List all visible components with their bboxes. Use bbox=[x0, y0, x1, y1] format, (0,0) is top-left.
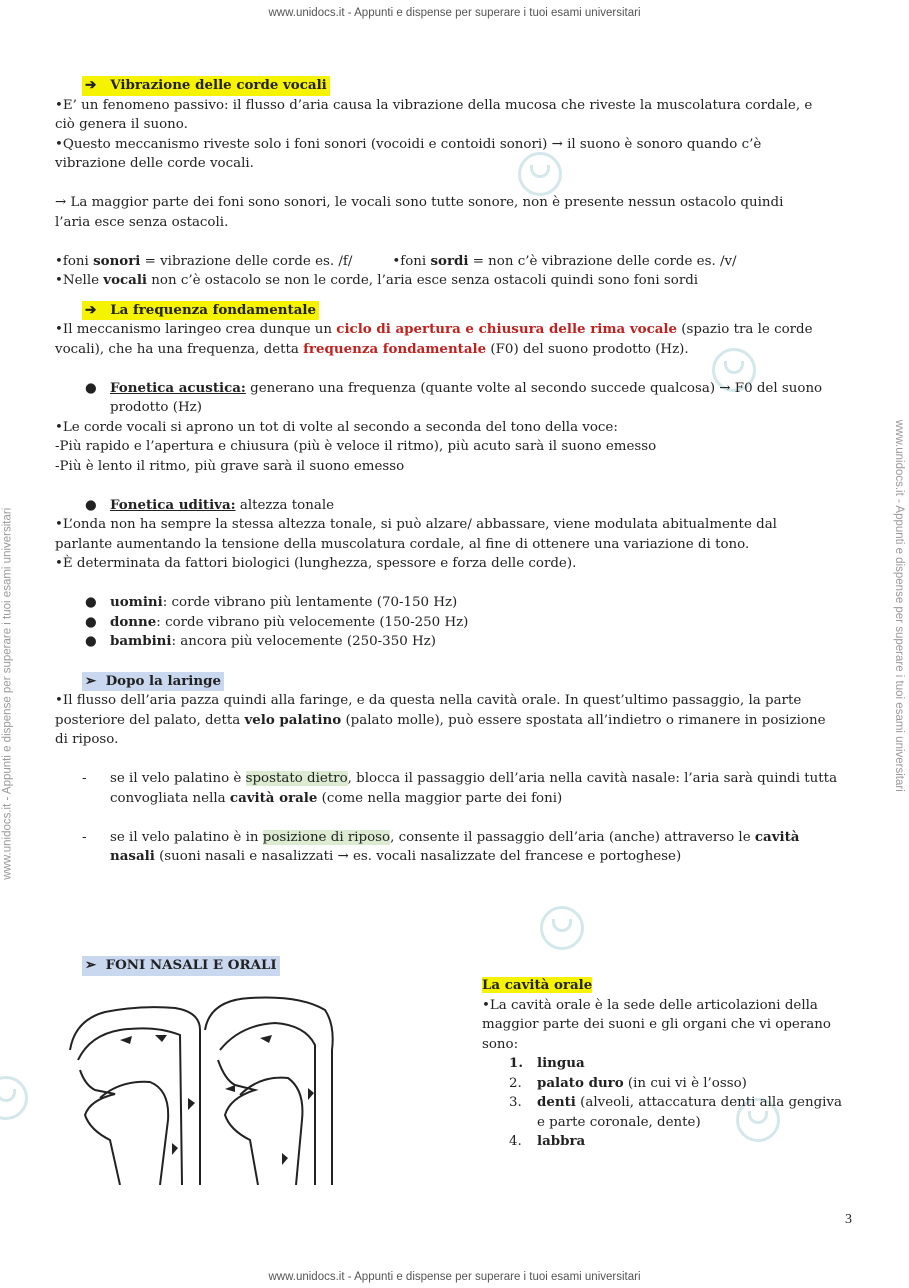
paragraph-line: ciò genera il suono. bbox=[55, 117, 188, 132]
list-item: 2. palato duro (in cui vi è l’osso) bbox=[509, 1074, 747, 1091]
paragraph-line: di riposo. bbox=[55, 732, 119, 747]
section-title-cavita-orale: La cavità orale bbox=[482, 977, 593, 993]
paragraph-line: posteriore del palato, detta velo palatino (palato molle), può essere spostata all’indietro o rimanere in posizione bbox=[55, 711, 826, 728]
arrow-icon: ➔ bbox=[85, 301, 97, 318]
bullet-icon: ● bbox=[85, 614, 97, 630]
triangle-arrow-icon: ➢ bbox=[85, 957, 97, 973]
paragraph-line: •Il flusso dell’aria pazza quindi alla faringe, e da questa nella cavità orale. In quest’ultimo passaggio, la parte bbox=[55, 693, 802, 708]
section-title-frequenza: ➔ La frequenza fondamentale bbox=[82, 301, 319, 321]
triangle-arrow-icon: ➢ bbox=[85, 672, 97, 689]
paragraph-line: -Più rapido e l’apertura e chiusura (più è veloce il ritmo), più acuto sarà il suono emesso bbox=[55, 439, 657, 454]
paragraph-line: •Questo meccanismo riveste solo i foni sonori (vocoidi e contoidi sonori) → il suono è sonoro quando c’è bbox=[55, 136, 762, 152]
list-item: ● bambini: ancora più velocemente (250-350 Hz) bbox=[55, 632, 855, 652]
header-watermark: www.unidocs.it - Appunti e dispense per superare i tuoi esami universitari bbox=[268, 7, 641, 19]
paragraph-line: •Le corde vocali si aprono un tot di volte al secondo a seconda del tono della voce: bbox=[55, 419, 618, 435]
list-item: ● Fonetica acustica: generano una frequenza (quante volte al secondo succede qualcosa) → F0 del suono prodotto (Hz) bbox=[85, 379, 823, 415]
bullet-icon: ● bbox=[85, 634, 97, 649]
paragraph-line: parlante aumentando la tensione della muscolatura cordale, al fine di ottenere una variazione di tono. bbox=[55, 536, 750, 552]
paragraph-line: •L’onda non ha sempre la stessa altezza tonale, si può alzare/ abbassare, viene modulata abitualmente dal bbox=[55, 517, 777, 532]
paragraph-line: -Più è lento il ritmo, più grave sarà il suono emesso bbox=[55, 458, 405, 474]
watermark-logo-icon bbox=[0, 1076, 28, 1120]
list-item: - se il velo palatino è in posizione di riposo, consente il passaggio dell’aria (anche) attraverso le cavità nasali (suoni nasali e nasalizzati → es. vocali nasalizzate del francese e portoghese) bbox=[82, 828, 800, 864]
paragraph-line: vocali), che ha una frequenza, detta frequenza fondamentale (F0) del suono prodotto (Hz). bbox=[55, 340, 689, 357]
sonori-sordi-line: •foni sonori = vibrazione delle corde es. /f/ •foni sordi = non c’è vibrazione delle corde es. /v/ bbox=[55, 252, 737, 269]
list-item: ● Fonetica uditiva: altezza tonale bbox=[55, 496, 855, 516]
section-title-foni-wrap bbox=[55, 956, 280, 976]
bullet-icon: ● bbox=[85, 497, 97, 513]
footer-watermark: www.unidocs.it - Appunti e dispense per superare i tuoi esami universitari bbox=[268, 1271, 641, 1283]
list-item: ● uomini: corde vibrano più lentamente (70-150 Hz) bbox=[55, 593, 855, 613]
paragraph-line: •Il meccanismo laringeo crea dunque un ciclo di apertura e chiusura delle rima vocale (spazio tra le corde bbox=[55, 321, 813, 337]
list-item: ● donne: corde vibrano più velocemente (150-250 Hz) bbox=[55, 613, 855, 633]
vocali-line: •Nelle vocali non c’è ostacolo se non le corde, l’aria esce senza ostacoli quindi sono foni sordi bbox=[55, 272, 699, 288]
watermark-logo-icon bbox=[540, 906, 584, 950]
side-watermark-left: www.unidocs.it - Appunti e dispense per superare i tuoi esami universitari bbox=[1, 507, 14, 880]
paragraph-line: sono: bbox=[482, 1036, 519, 1052]
oral-cavity-column bbox=[482, 976, 855, 1152]
page-number: 3 bbox=[845, 1212, 852, 1227]
section-title-dopo-laringe: ➢ Dopo la laringe bbox=[82, 672, 224, 692]
arrow-icon: ➔ bbox=[85, 77, 97, 93]
paragraph-line: •E’ un fenomeno passivo: il flusso d’aria causa la vibrazione della mucosa che riveste la muscolatura cordale, e bbox=[55, 97, 813, 113]
side-watermark-right: www.unidocs.it - Appunti e dispense per superare i tuoi esami universitari bbox=[892, 419, 905, 792]
list-item: 4. labbra bbox=[509, 1133, 586, 1149]
paragraph-line: •È determinata da fattori biologici (lunghezza, spessore e forza delle corde). bbox=[55, 556, 577, 571]
paragraph-line: vibrazione delle corde vocali. bbox=[55, 156, 254, 171]
bullet-icon: ● bbox=[85, 595, 97, 610]
section-title-vibrazione: ➔ Vibrazione delle corde vocali bbox=[82, 76, 330, 96]
bullet-icon: ● bbox=[85, 380, 97, 396]
list-item: 3. denti (alveoli, attaccatura denti alla gengiva e parte coronale, dente) bbox=[509, 1094, 842, 1130]
section-title-foni-nasali: ➢ FONI NASALI E ORALI bbox=[82, 956, 280, 976]
list-item: 1. lingua bbox=[509, 1055, 585, 1071]
list-item: - se il velo palatino è spostato dietro, blocca il passaggio dell’aria nella cavità nasale: l’aria sarà quindi tutta convogliata nella cavità orale (come nella maggior parte dei foni) bbox=[82, 771, 838, 806]
paragraph-line: maggior parte dei suoni e gli organi che vi operano bbox=[482, 1017, 831, 1032]
paragraph-line: → La maggior parte dei foni sono sonori, le vocali sono tutte sonore, non è presente nessun ostacolo quindi bbox=[55, 195, 784, 210]
page-body bbox=[55, 76, 855, 867]
nasal-oral-diagram bbox=[60, 990, 342, 1185]
paragraph-line: •La cavità orale è la sede delle articolazioni della bbox=[482, 997, 818, 1013]
paragraph-line: l’aria esce senza ostacoli. bbox=[55, 214, 229, 230]
